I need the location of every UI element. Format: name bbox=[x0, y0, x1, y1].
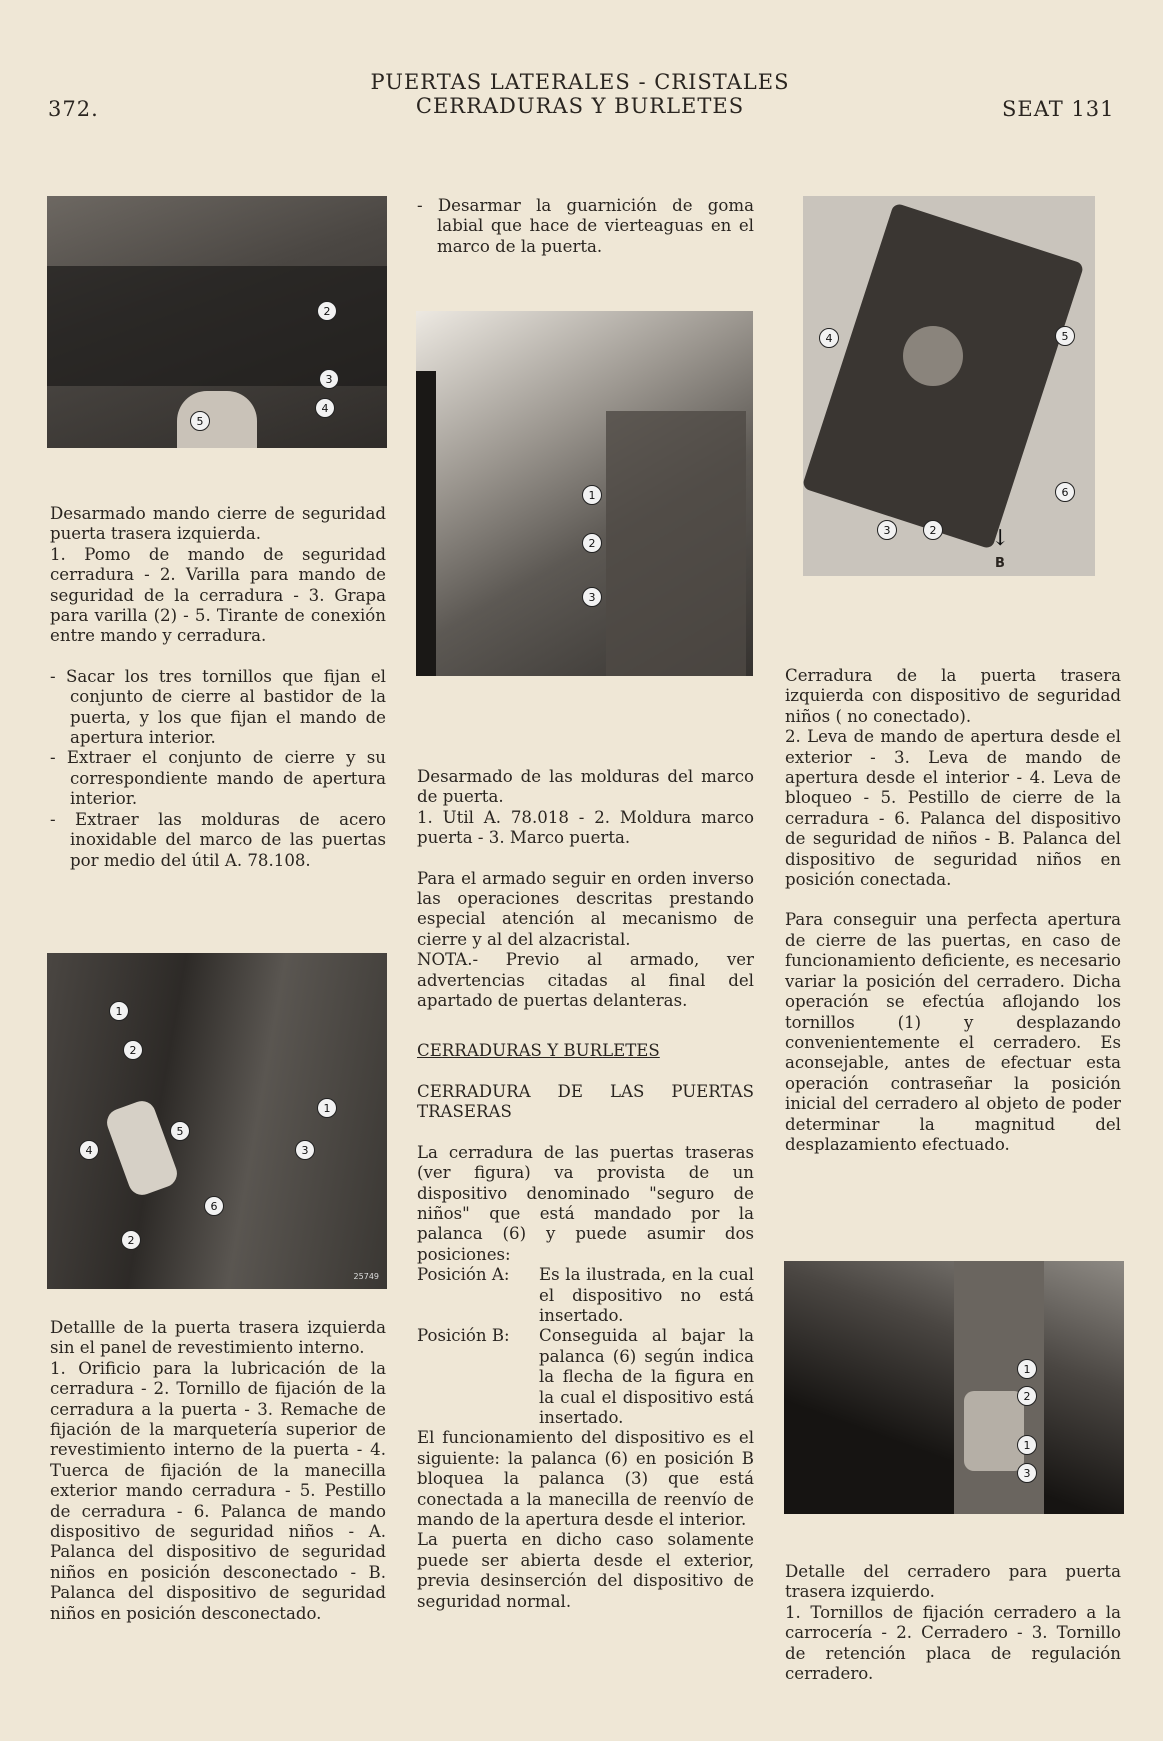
caption-2-items: 1. Orificio para la lubricación de la cerradura - 2. Tornillo de fijación de la cerradura a la puerta - 3. Remache de fijación de la marquetería superior de revestimiento interno de la puerta - 4. Tuerca de fijación de la manecilla exterior mando cerradura - 5. Pestillo de cerradura - 6. Palanca de mando dispositivo de seguridad niños - A. Palanca del dispositivo de seguridad niños en posición desconectado - B. Palanca del dispositivo de seguridad niños en posición desconectado. bbox=[50, 1358, 386, 1623]
caption-lock-items: 2. Leva de mando de apertura desde el exterior - 3. Leva de mando de apertura desde el interior - 4. Leva de bloqueo - 5. Pestillo de cierre de la cerradura - 6. Palanca del dispositivo de seguridad de niños - B. Palanca del dispositivo de seguridad niños en posición conectada. bbox=[785, 727, 1121, 890]
callout-6: 6 bbox=[204, 1196, 224, 1216]
position-a-text: Es la ilustrada, en la cual el dispositivo no está insertado. bbox=[539, 1265, 754, 1325]
photo-door-lock-control bbox=[47, 196, 387, 448]
callout-2: 2 bbox=[1017, 1386, 1037, 1406]
callout-1: 1 bbox=[109, 1001, 129, 1021]
callout-2: 2 bbox=[582, 533, 602, 553]
callout-2: 2 bbox=[923, 520, 943, 540]
caption-molding: Desarmado de las molduras del marco de puerta. bbox=[417, 767, 754, 807]
section-title: CERRADURAS Y BURLETES bbox=[417, 1041, 660, 1061]
arrow-down-icon: ↓ bbox=[991, 526, 1010, 551]
caption-striker: Detalle del cerradero para puerta trasera izquierdo. bbox=[785, 1562, 1121, 1602]
model-name: SEAT 131 bbox=[1002, 97, 1115, 121]
note: NOTA.- Previo al armado, ver advertencias citadas al final del apartado de puertas delanteras. bbox=[417, 950, 754, 1011]
callout-4: 4 bbox=[819, 328, 839, 348]
bullet-remove-seal: - Desarmar la guarnición de goma labial que hace de vierteaguas en el marco de la puerta. bbox=[417, 196, 754, 256]
subsection-title: CERRADURA DE LAS PUERTAS TRASERAS bbox=[417, 1081, 754, 1122]
page-number: 372. bbox=[48, 97, 99, 121]
step-extract-lock: - Extraer el conjunto de cierre y su correspondiente mando de apertura interior. bbox=[50, 748, 386, 809]
callout-4: 4 bbox=[315, 398, 335, 418]
callout-1b: 1 bbox=[1017, 1435, 1037, 1455]
caption-lock: Cerradura de la puerta trasera izquierda con dispositivo de seguridad niños ( no conectado). bbox=[785, 666, 1121, 726]
photo-striker-detail bbox=[784, 1261, 1124, 1514]
arrow-label-b: B bbox=[995, 556, 1005, 571]
callout-1b: 1 bbox=[317, 1098, 337, 1118]
hand-shape bbox=[177, 391, 257, 448]
latch-shape bbox=[103, 1097, 181, 1199]
position-b-text: Conseguida al bajar la palanca (6) según indica la flecha de la figura en la cual el dispositivo está insertado. bbox=[539, 1326, 754, 1427]
callout-1: 1 bbox=[582, 485, 602, 505]
callout-3: 3 bbox=[295, 1140, 315, 1160]
col3-text-block-1 bbox=[785, 666, 1121, 1155]
position-a bbox=[417, 1265, 754, 1326]
callout-3: 3 bbox=[1017, 1463, 1037, 1483]
callout-3: 3 bbox=[877, 520, 897, 540]
callout-2b: 2 bbox=[121, 1230, 141, 1250]
door-panel-shape bbox=[47, 266, 387, 386]
lock-spring-shape bbox=[903, 326, 963, 386]
photo-rear-door-inner bbox=[47, 953, 387, 1289]
hand-shape bbox=[606, 411, 746, 676]
callout-5: 5 bbox=[190, 411, 210, 431]
col3-text-block-2 bbox=[785, 1562, 1121, 1684]
callout-1: 1 bbox=[1017, 1359, 1037, 1379]
figure-ref-number: 25749 bbox=[353, 1272, 379, 1281]
step-remove-rubber-seal bbox=[417, 196, 754, 257]
para-operation: El funcionamiento del dispositivo es el siguiente: la palanca (6) en posición B bloquea la palanca (3) que está conectada a la manecilla de reenvío de mando de la apertura desde el interior. bbox=[417, 1428, 754, 1529]
position-b-label: Posición B: bbox=[417, 1326, 510, 1346]
striker-plate-shape bbox=[964, 1391, 1024, 1471]
caption-striker-items: 1. Tornillos de fijación cerradero a la carrocería - 2. Cerradero - 3. Tornillo de retención placa de regulación cerradero. bbox=[785, 1602, 1121, 1684]
col2-text-block bbox=[417, 767, 754, 1612]
callout-3: 3 bbox=[319, 369, 339, 389]
callout-2: 2 bbox=[123, 1040, 143, 1060]
page-title bbox=[330, 70, 830, 118]
caption-1: Desarmado mando cierre de seguridad puerta trasera izquierda. bbox=[50, 504, 386, 544]
caption-2: Detallle de la puerta trasera izquierda sin el panel de revestimiento interno. bbox=[50, 1318, 386, 1358]
col1-text-block-1 bbox=[50, 504, 386, 871]
callout-6: 6 bbox=[1055, 482, 1075, 502]
title-line-2: CERRADURAS Y BURLETES bbox=[415, 94, 745, 118]
step-extract-moldings: - Extraer las molduras de acero inoxidable del marco de las puertas por medio del útil A. 78.108. bbox=[50, 809, 386, 870]
para-striker-adjust: Para conseguir una perfecta apertura de cierre de las puertas, en caso de funcionamiento deficiente, es necesario variar la posición del cerradero. Dicha operación se efectúa aflojando los tornillos (1) y desplazando convenientemente el cerradero. Es aconsejable, antes de efectuar esta operación contraseñar la posición inicial del cerradero al objeto de poder determinar la magnitud del desplazamiento efectuado. bbox=[785, 910, 1121, 1154]
caption-1-items: 1. Pomo de mando de seguridad cerradura - 2. Varilla para mando de seguridad de la cerradura - 3. Grapa para varilla (2) - 5. Tirante de conexión entre mando y cerradura. bbox=[50, 544, 386, 646]
callout-3: 3 bbox=[582, 587, 602, 607]
callout-2: 2 bbox=[317, 301, 337, 321]
photo-door-frame-molding bbox=[416, 311, 753, 676]
para-door-opening: La puerta en dicho caso solamente puede ser abierta desde el exterior, previa desinserción del dispositivo de seguridad normal. bbox=[417, 1530, 754, 1611]
caption-molding-items: 1. Util A. 78.018 - 2. Moldura marco puerta - 3. Marco puerta. bbox=[417, 807, 754, 848]
position-b bbox=[417, 1326, 754, 1428]
col1-text-block-2 bbox=[50, 1318, 386, 1624]
para-child-lock: La cerradura de las puertas traseras (ver figura) va provista de un dispositivo denominado "seguro de niños" que está mandado por la palanca (6) y puede asumir dos posiciones: bbox=[417, 1142, 754, 1264]
position-a-label: Posición A: bbox=[417, 1265, 510, 1285]
photo-rear-lock-mechanism bbox=[803, 196, 1095, 576]
frame-edge bbox=[416, 371, 436, 676]
title-line-1: PUERTAS LATERALES - CRISTALES bbox=[370, 70, 790, 94]
callout-5: 5 bbox=[170, 1121, 190, 1141]
callout-4: 4 bbox=[79, 1140, 99, 1160]
step-remove-screws: - Sacar los tres tornillos que fijan el conjunto de cierre al bastidor de la puerta, y los que fijan el mando de apertura interior. bbox=[50, 666, 386, 748]
callout-5: 5 bbox=[1055, 326, 1075, 346]
para-assembly: Para el armado seguir en orden inverso las operaciones descritas prestando especial atención al mecanismo de cierre y al del alzacristal. bbox=[417, 868, 754, 949]
